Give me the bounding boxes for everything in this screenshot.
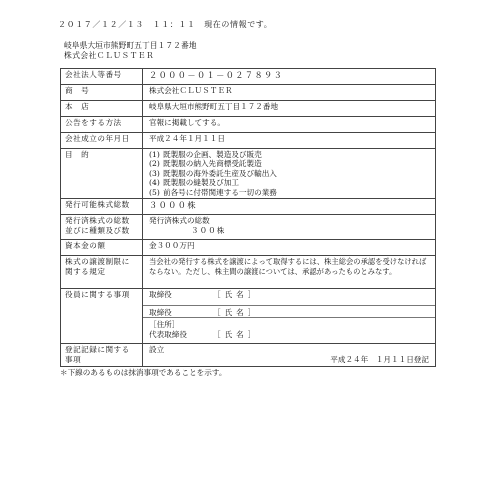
- row-established: [61, 133, 436, 149]
- label-transfer-restriction-line1: 株式の譲渡制限に: [65, 257, 130, 267]
- label-issued-shares-line1: 発行済株式の総数: [65, 216, 130, 226]
- footnote: ＊下線のあるものは抹消事項であることを示す。: [60, 368, 227, 377]
- label-trade-name: 商 号: [61, 85, 143, 101]
- value-registry-record: [143, 344, 436, 367]
- value-corp-number: ２０００－０１－０２７８９３: [143, 69, 436, 85]
- value-issued-shares: [143, 215, 436, 240]
- officer-name: ［氏名］: [213, 307, 260, 317]
- purpose-number: 1: [151, 150, 157, 159]
- purpose-item: (5) 前各号に付帯関連する一切の業務: [149, 187, 277, 197]
- label-capital: 資本金の額: [61, 240, 143, 256]
- value-transfer-restriction: 当会社の発行する株式を譲渡によって取得するには、株主総会の承認を受けなければならない。ただし、株主間の譲渡については、承認があったものとみなす。: [143, 256, 436, 289]
- registry-table: [60, 68, 436, 367]
- label-head-office: 本 店: [61, 101, 143, 117]
- row-officers: [61, 289, 436, 344]
- officer-name: ［氏名］: [213, 290, 260, 300]
- officer-entry: [149, 290, 431, 304]
- value-officers: [143, 289, 436, 344]
- purpose-item: (1) 既製服の企画、製造及び販売: [149, 150, 262, 159]
- purpose-number: 5: [151, 187, 157, 197]
- row-authorized-shares: [61, 199, 436, 215]
- purpose-text: 既製服の縫製及び加工: [163, 178, 239, 188]
- row-registry-record: [61, 344, 436, 367]
- representative-address: ［住所］: [149, 320, 180, 330]
- label-transfer-restriction: [61, 256, 143, 289]
- purpose-number: 4: [151, 178, 157, 188]
- value-trade-name: 株式会社ＣＬＵＳＴＥＲ: [143, 85, 436, 101]
- issued-shares-heading: 発行済株式の総数: [149, 216, 210, 226]
- header-address: 岐阜県大垣市熊野町五丁目１７２番地: [64, 41, 197, 50]
- label-purpose: 目 的: [61, 149, 143, 199]
- value-authorized-shares: ３０００株: [143, 199, 436, 215]
- purpose-text: 前各号に付帯関連する一切の業務: [163, 187, 277, 197]
- label-registry-record-line2: 事項: [65, 354, 82, 364]
- value-established: 平成２４年１月１１日: [143, 133, 436, 149]
- row-transfer-restriction: [61, 256, 436, 289]
- label-issued-shares: [61, 215, 143, 240]
- officer-role: 取締役: [149, 307, 172, 317]
- representative-entry: [143, 317, 435, 339]
- label-transfer-restriction-line2: 関する規定: [65, 266, 106, 276]
- purpose-text: 既製服の企画、製造及び販売: [163, 150, 262, 159]
- label-corp-number: 会社法人等番号: [61, 69, 143, 85]
- label-public-notice: 公告をする方法: [61, 117, 143, 133]
- registry-event: 設立: [149, 345, 165, 355]
- officer-role: 取締役: [149, 290, 172, 300]
- officer-entry: [143, 305, 435, 317]
- header-company-name: 株式会社ＣＬＵＳＴＥＲ: [64, 51, 155, 60]
- label-established: 会社成立の年月日: [61, 133, 143, 149]
- value-purpose: [143, 149, 436, 199]
- timestamp-line: ２０１７／１２／１３ １１：１１ 現在の情報です。: [58, 20, 273, 29]
- label-issued-shares-line2: 並びに種類及び数: [65, 225, 130, 235]
- label-authorized-shares: 発行可能株式総数: [61, 199, 143, 215]
- purpose-number: 2: [151, 159, 157, 169]
- label-officers: 役員に関する事項: [61, 289, 143, 344]
- representative-name: ［氏名］: [213, 329, 260, 339]
- purpose-text: 既製服の納入先商標受託製造: [163, 159, 262, 169]
- row-public-notice: [61, 117, 436, 133]
- value-head-office: 岐阜県大垣市熊野町五丁目１７２番地: [143, 101, 436, 117]
- row-purpose: [61, 149, 436, 199]
- label-registry-record-line1: 登記記録に関する: [65, 345, 130, 355]
- purpose-item: (3) 既製服の海外委託生産及び輸出入: [149, 168, 277, 178]
- purpose-item: (4) 既製服の縫製及び加工: [149, 178, 239, 188]
- row-trade-name: [61, 85, 436, 101]
- row-corp-number: [61, 69, 436, 85]
- value-capital: 金３００万円: [143, 240, 436, 256]
- purpose-text: 既製服の海外委託生産及び輸出入: [163, 168, 277, 178]
- label-registry-record: [61, 344, 143, 367]
- document-header: [58, 20, 272, 30]
- row-head-office: [61, 101, 436, 117]
- registry-date: 平成２４年 １月１１日登記: [330, 354, 429, 364]
- row-capital: [61, 240, 436, 256]
- purpose-number: 3: [151, 168, 157, 178]
- issued-shares-count: ３００株: [191, 225, 226, 235]
- value-public-notice: 官報に掲載してする。: [143, 117, 436, 133]
- representative-role: 代表取締役: [149, 329, 187, 339]
- row-issued-shares: [61, 215, 436, 240]
- purpose-item: (2) 既製服の納入先商標受託製造: [149, 159, 262, 169]
